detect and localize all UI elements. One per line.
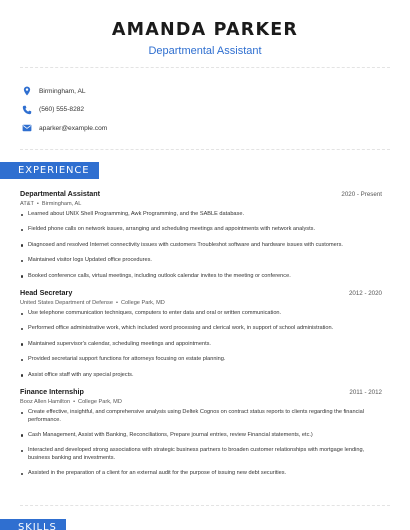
- job-bullet: Fielded phone calls on network issues, arranging and scheduling meetings and appointments with network analysts.: [20, 226, 382, 234]
- job-role: Finance Internship: [20, 386, 84, 396]
- job-bullet: Cash Management, Assist with Banking, Reconciliations, Prepare journal entries, review Financial statements, etc.): [20, 432, 382, 440]
- job-org: Booz Allen Hamilton • College Park, MD: [20, 398, 122, 405]
- job-location: College Park, MD: [78, 398, 122, 405]
- job-company: United States Department of Defense: [20, 299, 113, 306]
- job-entry: [20, 288, 382, 379]
- contact-divider: [20, 149, 390, 150]
- job-location: College Park, MD: [120, 299, 165, 306]
- contact-list: [22, 82, 107, 138]
- contact-email: [22, 119, 107, 138]
- experience-divider: [20, 505, 390, 506]
- job-bullet: Performed office administrative work, which included word processing and clerical work, in support of school administration.: [20, 325, 382, 333]
- job-bullet: Learned about UNIX Shell Programming, Awk Programming, and the SABLE database.: [20, 211, 382, 219]
- job-bullet: Create effective, insightful, and comprehensive analysis using Deltek Cognos on contract status reports to clients regarding the financial performance.: [20, 409, 382, 424]
- header-divider: [20, 67, 390, 68]
- job-company: Booz Allen Hamilton: [20, 398, 71, 405]
- phone-icon: [22, 105, 32, 115]
- job-bullet: Interacted and developed strong associations with strategic business partners to broaden customer relationships with mortgage lending, business banking and investments.: [20, 447, 382, 462]
- job-dates: 2012 - 2020: [348, 289, 382, 297]
- contact-location-text: Birmingham, AL: [39, 87, 86, 95]
- contact-phone: [22, 101, 107, 120]
- job-bullet: Maintained visitor logs Updated office procedures.: [20, 257, 382, 265]
- job-bullet: Booked conference calls, virtual meetings, including outlook calendar invites to the meeting or conference.: [20, 273, 382, 281]
- job-location: Birmingham, AL: [41, 201, 82, 207]
- job-bullet: Use telephone communication techniques, computers to enter data and oral or written communication.: [20, 310, 382, 318]
- job-role: Departmental Assistant: [20, 189, 101, 198]
- experience-section-heading: EXPERIENCE: [0, 162, 99, 179]
- job-org: United States Department of Defense • College Park, MD: [20, 299, 165, 306]
- candidate-name: AMANDA PARKER: [111, 20, 299, 40]
- job-dates: 2011 - 2012: [349, 388, 382, 396]
- contact-phone-text: (560) 555-8282: [39, 106, 85, 114]
- job-dates: 2020 - Present: [341, 191, 382, 198]
- job-bullets: [20, 310, 382, 379]
- resume-header: [0, 0, 410, 58]
- contact-email-text: aparker@example.com: [39, 124, 108, 132]
- job-company: AT&T: [20, 201, 34, 207]
- job-entry: [20, 189, 382, 280]
- job-bullets: [20, 409, 382, 478]
- job-bullet: Diagnosed and resolved Internet connectivity issues with customers Troubleshot software and hardware issues with customers.: [20, 242, 382, 250]
- skills-section-heading: SKILLS: [0, 519, 66, 530]
- job-bullet: Provided secretarial support functions for attorneys focusing on estate planning.: [20, 356, 382, 364]
- experience-list: [20, 189, 382, 486]
- job-bullet: Assist office staff with any special projects.: [20, 372, 382, 380]
- job-bullet: Maintained supervisor's calendar, scheduling meetings and appointments.: [20, 341, 382, 349]
- location-pin-icon: [22, 86, 32, 96]
- contact-location: [22, 82, 107, 101]
- email-icon: [22, 123, 32, 133]
- job-bullets: [20, 211, 382, 280]
- candidate-title: Departmental Assistant: [148, 45, 262, 57]
- job-entry: [20, 387, 382, 478]
- job-role: Head Secretary: [20, 287, 73, 297]
- job-org: AT&T • Birmingham, AL: [20, 201, 82, 207]
- job-bullet: Assisted in the preparation of a client for an external audit for the purpose of issuing new debt securities.: [20, 470, 382, 478]
